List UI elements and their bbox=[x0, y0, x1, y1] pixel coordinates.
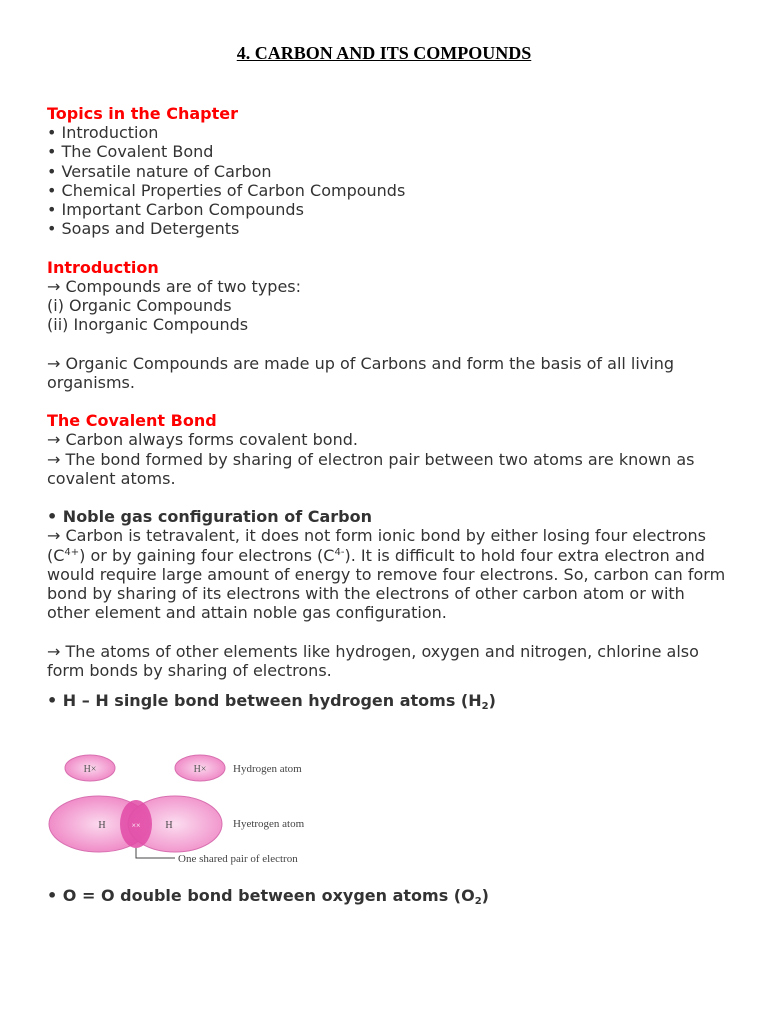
topic-item: • Important Carbon Compounds bbox=[47, 200, 304, 220]
document-body bbox=[47, 104, 727, 908]
atom-label: H× bbox=[193, 764, 207, 776]
intro-line: → Compounds are of two types: bbox=[47, 276, 302, 296]
o2-bond-heading: • O = O double bond between oxygen atoms $(O_2)$ bbox=[47, 886, 489, 908]
shared-pair-label: One shared pair of electron bbox=[178, 853, 298, 866]
h2-bond-heading: • H – H single bond between hydrogen atoms $(H_2)$ bbox=[47, 691, 496, 713]
bond-label-left: H bbox=[98, 820, 106, 832]
intro-line: (i) Organic Compounds bbox=[47, 296, 232, 316]
intro-line: (ii) Inorganic Compounds bbox=[47, 315, 249, 335]
shared-electrons: ×× bbox=[131, 821, 141, 831]
page-title: 4. CARBON AND ITS COMPOUNDS bbox=[236, 43, 532, 63]
hydrogen-bond-diagram bbox=[47, 750, 387, 875]
topic-item: • The Covalent Bond bbox=[47, 142, 214, 162]
topic-item: • Introduction bbox=[47, 123, 159, 143]
introduction-heading: Introduction bbox=[47, 257, 159, 277]
other-elements-paragraph: → The atoms of other elements like hydrogen, oxygen and nitrogen, chlorine also form bonds by sharing of electrons. bbox=[47, 641, 699, 680]
topic-item: • Soaps and Detergents bbox=[47, 219, 240, 239]
molecule-label: Hyetrogen atom bbox=[233, 818, 305, 831]
topics-heading: Topics in the Chapter bbox=[47, 104, 238, 123]
hydrogen-atom-label: Hydrogen atom bbox=[233, 763, 302, 776]
noble-gas-paragraph: → Carbon is tetravalent, it does not form ionic bond by either losing four electrons $(C^{4+})$ or by gaining four electrons $(C^{4-})$. It is difficult to hold four extra electron and would require large amount of energy to remove four electrons. So, carbon can form bond by sharing of its electrons with the electrons of other carbon atom or with other element and attain noble gas configuration. bbox=[47, 526, 726, 623]
intro-paragraph: → Organic Compounds are made up of Carbons and form the basis of all living organisms. bbox=[47, 353, 675, 392]
topic-item: • Versatile nature of Carbon bbox=[47, 161, 272, 181]
covalent-line: → Carbon always forms covalent bond. bbox=[47, 430, 358, 450]
noble-gas-heading: • Noble gas configuration of Carbon bbox=[47, 507, 373, 527]
covalent-line: → The bond formed by sharing of electron pair between two atoms are known as covalent atoms. bbox=[47, 449, 695, 488]
topic-item: • Chemical Properties of Carbon Compounds bbox=[47, 180, 406, 200]
bond-label-right: H bbox=[165, 820, 173, 832]
atom-label: H× bbox=[83, 764, 97, 776]
covalent-heading: The Covalent Bond bbox=[47, 411, 217, 431]
